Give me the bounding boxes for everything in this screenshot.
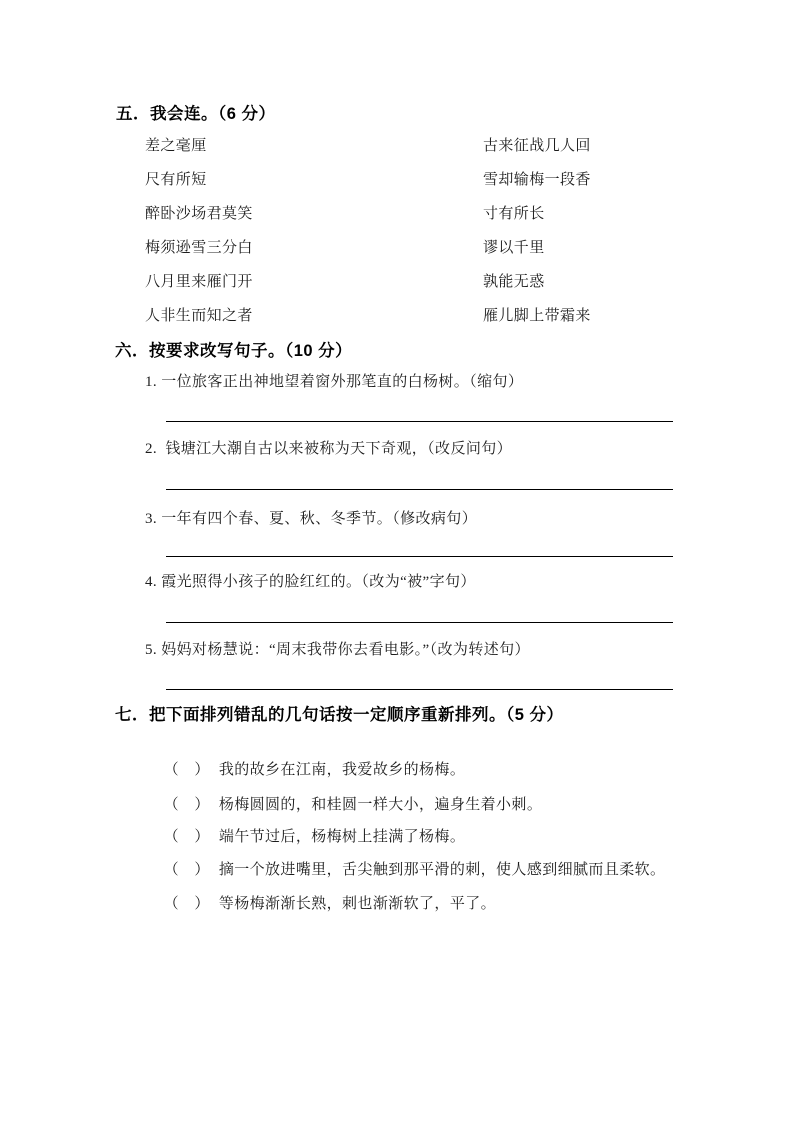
match-left-item-4: 梅须逊雪三分白 <box>145 240 253 256</box>
order-sentence-4: 摘一个放进嘴里，舌尖触到那平滑的刺，使人感到细腻而且柔软。 <box>218 862 666 878</box>
question-1: 1. 一位旅客正出神地望着窗外那笔直的白杨树。（缩句） <box>145 374 524 390</box>
question-4: 4. 霞光照得小孩子的脸红红的。（改为“被”字句） <box>145 574 476 590</box>
question-3: 3. 一年有四个春、夏、秋、冬季节。（修改病句） <box>145 511 478 527</box>
match-right-item-2: 雪却输梅一段香 <box>483 172 591 188</box>
answer-line-4[interactable] <box>166 622 673 623</box>
match-left-item-6: 人非生而知之者 <box>145 308 253 324</box>
answer-line-1[interactable] <box>166 421 673 422</box>
question-5: 5. 妈妈对杨慧说：“周末我带你去看电影。”（改为转述句） <box>145 642 530 658</box>
answer-line-2[interactable] <box>166 489 673 490</box>
order-blank-5[interactable]: （ ） <box>163 896 210 912</box>
order-blank-4[interactable]: （ ） <box>163 862 210 878</box>
question-2: 2. 钱塘江大潮自古以来被称为天下奇观，（改反问句） <box>145 441 513 457</box>
order-sentence-3: 端午节过后，杨梅树上挂满了杨梅。 <box>218 829 466 845</box>
match-right-item-4: 谬以千里 <box>483 240 545 256</box>
section-six-heading: 六．按要求改写句子。（10 分） <box>115 342 353 360</box>
order-sentence-2: 杨梅圆圆的，和桂圆一样大小，遍身生着小刺。 <box>218 797 543 813</box>
match-right-item-5: 孰能无惑 <box>483 274 545 290</box>
order-blank-1[interactable]: （ ） <box>163 762 210 778</box>
order-blank-2[interactable]: （ ） <box>163 797 210 813</box>
match-left-item-2: 尺有所短 <box>145 172 207 188</box>
match-right-item-3: 寸有所长 <box>483 206 545 222</box>
match-right-item-6: 雁儿脚上带霜来 <box>483 308 591 324</box>
order-row-5 <box>147 874 496 934</box>
order-sentence-1: 我的故乡在江南，我爱故乡的杨梅。 <box>218 762 466 778</box>
match-left-item-5: 八月里来雁门开 <box>145 274 253 290</box>
answer-line-3[interactable] <box>166 556 673 557</box>
section-five-heading: 五．我会连。（6 分） <box>116 105 276 123</box>
answer-line-5[interactable] <box>166 689 673 690</box>
order-sentence-5: 等杨梅渐渐长熟，刺也渐渐软了，平了。 <box>218 896 497 912</box>
section-seven-heading: 七．把下面排列错乱的几句话按一定顺序重新排列。（5 分） <box>115 706 564 724</box>
order-blank-3[interactable]: （ ） <box>163 829 210 845</box>
match-left-item-3: 醉卧沙场君莫笑 <box>145 206 253 222</box>
match-left-item-1: 差之毫厘 <box>145 138 207 154</box>
match-right-item-1: 古来征战几人回 <box>483 138 591 154</box>
